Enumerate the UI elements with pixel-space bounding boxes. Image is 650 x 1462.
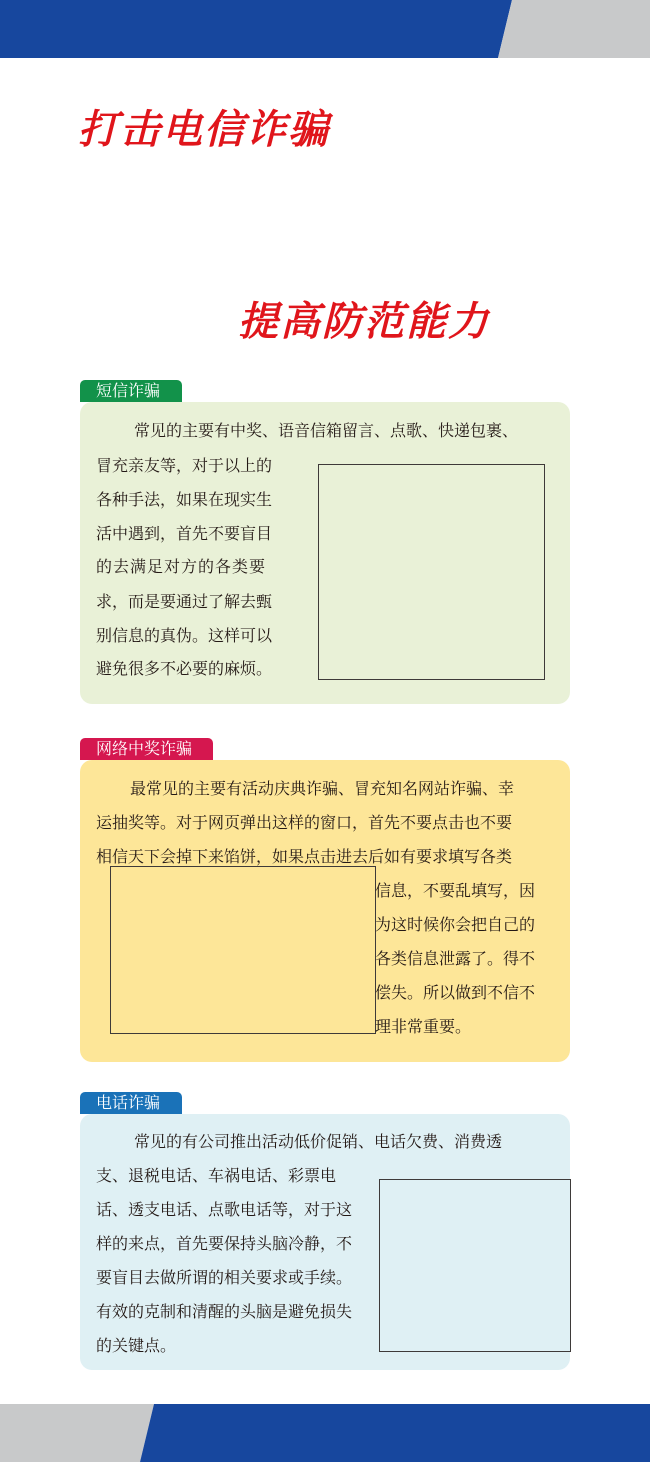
sms-text-line: 的去满足对方的各类要 <box>96 557 267 576</box>
image-placeholder-phone <box>379 1179 571 1352</box>
headline-sub: 提高防范能力 <box>238 299 490 345</box>
sms-text-line: 求，而是要通过了解去甄 <box>96 592 273 611</box>
tab-online-prize-fraud: 网络中奖诈骗 <box>80 738 213 760</box>
online-text-line: 最常见的主要有活动庆典诈骗、冒充知名网站诈骗、幸 <box>130 779 515 798</box>
sms-text-line: 常见的主要有中奖、语音信箱留言、点歌、快递包裹、 <box>134 421 519 440</box>
sms-text-line: 冒充亲友等，对于以上的 <box>96 456 273 475</box>
phone-text-line: 常见的有公司推出活动低价促销、电话欠费、消费透 <box>134 1132 503 1151</box>
phone-text-line: 有效的克制和清醒的头脑是避免损失 <box>96 1302 353 1321</box>
online-text-line: 相信天下会掉下来馅饼，如果点击进去后如有要求填写各类 <box>96 847 513 866</box>
tab-sms-fraud: 短信诈骗 <box>80 380 182 402</box>
online-text-line: 各类信息泄露了。得不 <box>375 949 536 968</box>
phone-text-line: 样的来点，首先要保持头脑冷静，不 <box>96 1234 353 1253</box>
headline-main: 打击电信诈骗 <box>78 107 330 153</box>
image-placeholder-sms <box>318 464 545 680</box>
phone-text-line: 话、透支电话、点歌电话等，对于这 <box>96 1200 353 1219</box>
phone-text-line: 要盲目去做所谓的相关要求或手续。 <box>96 1268 353 1287</box>
phone-text-line: 支、退税电话、车祸电话、彩票电 <box>96 1166 337 1185</box>
sms-text-line: 避免很多不必要的麻烦。 <box>96 659 273 678</box>
sms-text-line: 各种手法，如果在现实生 <box>96 490 273 509</box>
online-text-line: 偿失。所以做到不信不 <box>375 983 536 1002</box>
online-text-line: 运抽奖等。对于网页弹出这样的窗口，首先不要点击也不要 <box>96 813 513 832</box>
online-text-line: 信息，不要乱填写，因 <box>375 881 536 900</box>
sms-text-line: 别信息的真伪。这样可以 <box>96 626 273 645</box>
online-text-line: 为这时候你会把自己的 <box>375 915 536 934</box>
phone-text-line: 的关键点。 <box>96 1336 177 1355</box>
online-text-line: 理非常重要。 <box>375 1017 472 1036</box>
sms-text-line: 活中遇到，首先不要盲目 <box>96 524 273 543</box>
tab-phone-fraud: 电话诈骗 <box>80 1092 182 1114</box>
image-placeholder-online <box>110 866 376 1034</box>
